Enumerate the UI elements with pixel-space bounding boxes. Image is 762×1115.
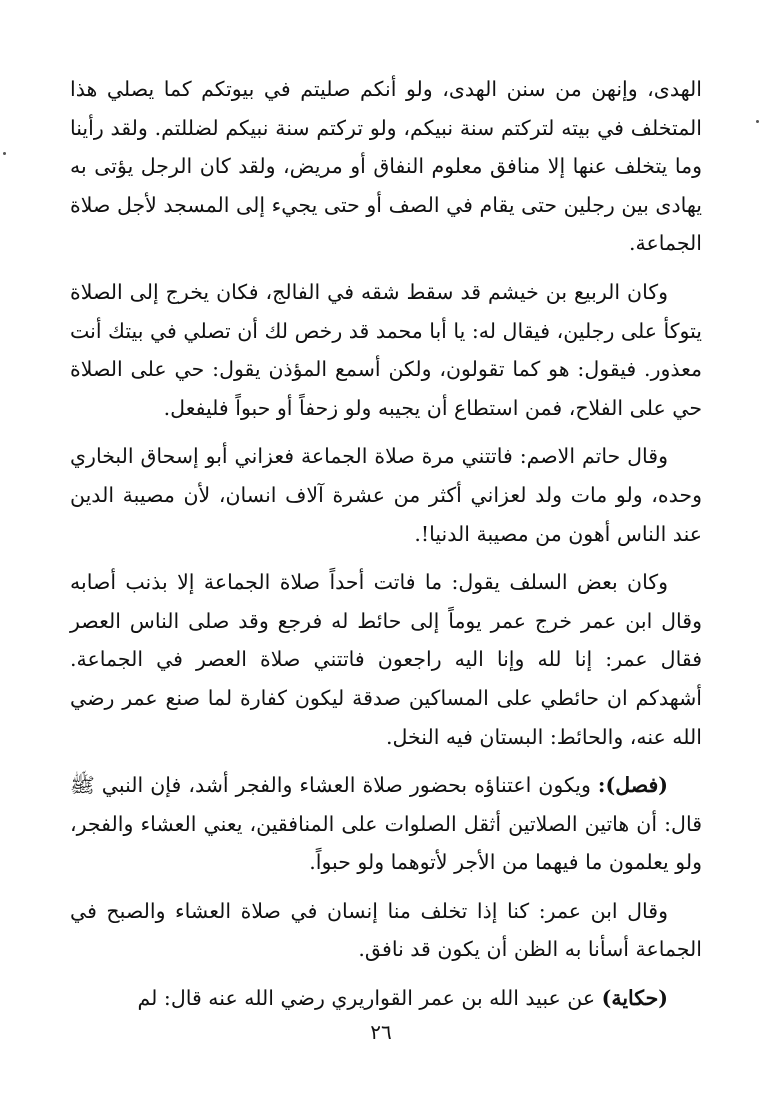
paragraph-1 [70,70,702,263]
story-marker: (حكاية) [601,986,668,1011]
paragraph-text: عن عبيد الله بن عمر القواريري رضي الله عنه قال: لم [137,986,596,1011]
paragraph-text: وقال حاتم الاصم: فاتتني مرة صلاة الجماعة فعزاني أبو إسحاق البخاري وحده، ولو مات ولد لعزاني أكثر من عشرة آلاف انسان، لأن مصيبة الدين عند الناس أهون من مصيبة الدنيا!. [70,444,702,546]
paragraph-text: الهدى، وإنهن من سنن الهدى، ولو أنكم صليتم في بيوتكم كما يصلي هذا المتخلف في بيته لتركتم سنة نبيكم، ولو تركتم سنة نبيكم لضللتم. ولقد رأينا وما يتخلف عنها إلا منافق معلوم النفاق أو مريض، ولقد كان الرجل يؤتى به يهادى بين رجلين حتى يقام في الصف أو حتى يجيء إلى المسجد لأجل صلاة الجماعة. [70,77,702,256]
paragraph-6 [70,892,702,969]
page-number: ٢٦ [370,1020,392,1044]
paragraph-text: وكان بعض السلف يقول: ما فاتت أحداً صلاة الجماعة إلا بذنب أصابه وقال ابن عمر خرج عمر يوماً إلى حائط له فرجع وقد صلى الناس العصر فقال عمر: إنا لله وإنا اليه راجعون فاتتني صلاة العصر في الجماعة. أشهدكم ان حائطي على المساكين صدقة ليكون كفارة لما صنع عمر رضي الله عنه، والحائط: البستان فيه النخل. [70,570,702,749]
paragraph-text: ويكون اعتناؤه بحضور صلاة العشاء والفجر أشد، فإن النبي ﷺ قال: أن هاتين الصلاتين أثقل الصلوات على المنافقين، يعني العشاء والفجر، ولو يعلمون ما فيهما من الأجر لأتوهما ولو حبواً. [70,773,702,875]
paragraph-2 [70,273,702,427]
page-body [70,70,702,1018]
paragraph-7 [70,979,702,1018]
scan-speck [3,152,6,155]
paragraph-text: وكان الربيع بن خيشم قد سقط شقه في الفالج، فكان يخرج إلى الصلاة يتوكأ على رجلين، فيقال له: يا أبا محمد قد رخص لك أن تصلي في بيتك أنت معذور. فيقول: هو كما تقولون، ولكن أسمع المؤذن يقول: حي على الصلاة حي على الفلاح، فمن استطاع أن يجيبه ولو زحفاً أو حبواً فليفعل. [70,279,702,420]
paragraph-4 [70,563,702,756]
scan-speck [756,120,759,123]
section-marker: (فصل): [597,773,668,798]
paragraph-3 [70,437,702,553]
paragraph-text: وقال ابن عمر: كنا إذا تخلف منا إنسان في صلاة العشاء والصبح في الجماعة أسأنا به الظن أن يكون قد نافق. [70,898,702,962]
paragraph-5 [70,766,702,882]
